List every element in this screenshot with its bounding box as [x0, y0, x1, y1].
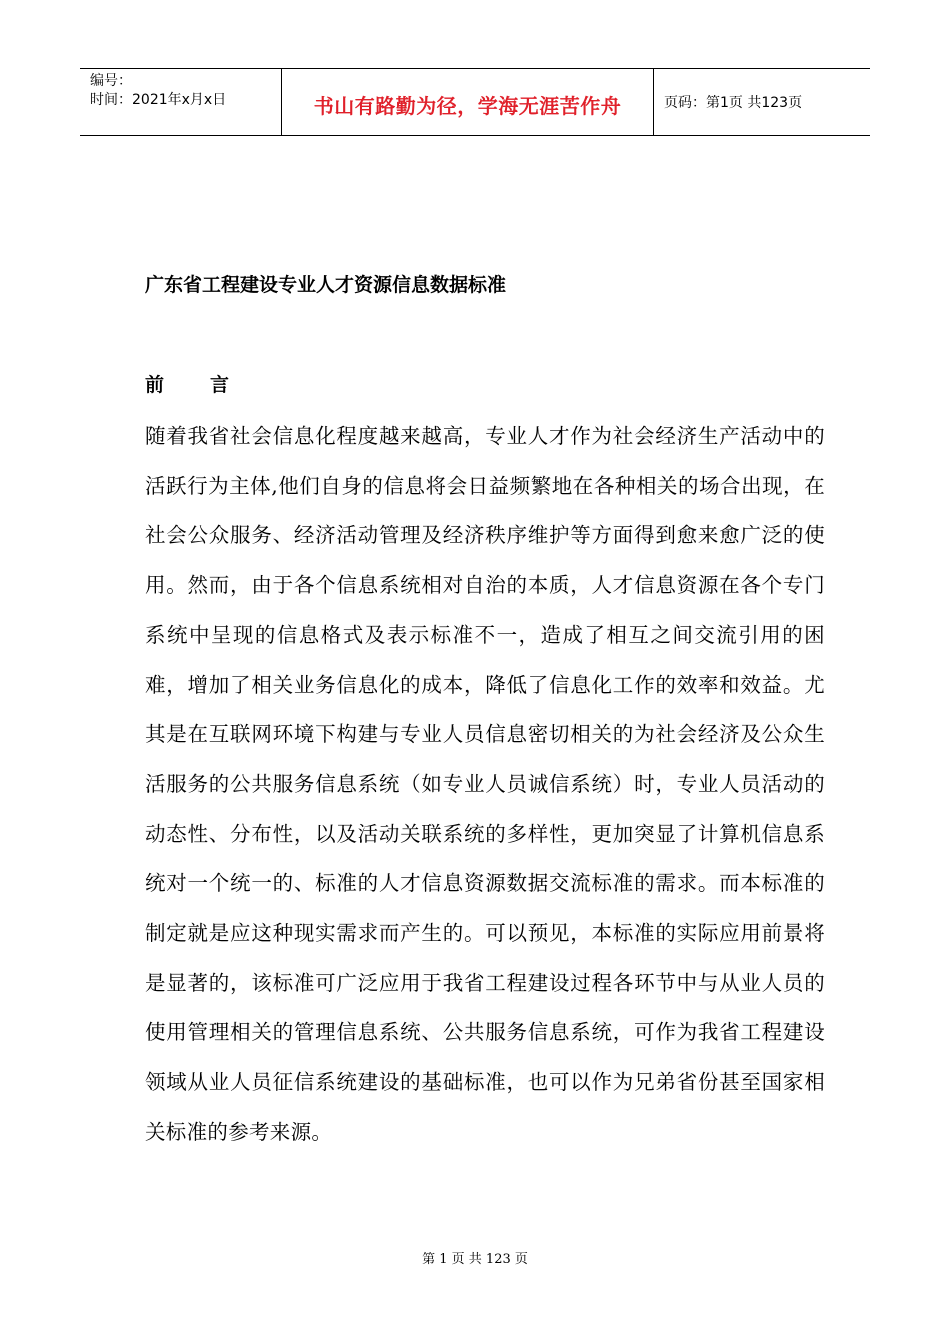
document-number-label: 编号：	[90, 73, 132, 89]
header-page-cell	[654, 69, 870, 135]
header-motto: 书山有路勤为径，学海无涯苦作舟	[313, 93, 622, 118]
page-header	[80, 68, 870, 136]
page-footer: 第 1 页 共 123 页	[422, 1252, 528, 1267]
header-meta-cell	[80, 69, 282, 135]
preface-paragraph: 随着我省社会信息化程度越来越高，专业人才作为社会经济生产活动中的活跃行为主体,他们自身的信息将会日益频繁地在各种相关的场合出现，在社会公众服务、经济活动管理及经济秩序维护等方面得到愈来愈广泛的使用。然而，由于各个信息系统相对自治的本质，人才信息资源在各个专门系统中呈现的信息格式及表示标准不一，造成了相互之间交流引用的困难，增加了相关业务信息化的成本，降低了信息化工作的效率和效益。尤其是在互联网环境下构建与专业人员信息密切相关的为社会经济及公众生活服务的公共服务信息系统（如专业人员诚信系统）时，专业人员活动的动态性、分布性，以及活动关联系统的多样性，更加突显了计算机信息系统对一个统一的、标准的人才信息资源数据交流标准的需求。而本标准的制定就是应这种现实需求而产生的。可以预见，本标准的实际应用前景将是显著的，该标准可广泛应用于我省工程建设过程各环节中与从业人员的使用管理相关的管理信息系统、公共服务信息系统，可作为我省工程建设领域从业人员征信系统建设的基础标准，也可以作为兄弟省份甚至国家相关标准的参考来源。	[145, 424, 825, 1144]
header-page-number: 页码：第1页 共123页	[664, 95, 803, 111]
document-time-label: 时间：2021年x月x日	[90, 92, 227, 108]
section-heading-preface: 前言	[145, 374, 276, 396]
header-motto-cell	[282, 69, 654, 135]
document-title: 广东省工程建设专业人才资源信息数据标准	[145, 274, 507, 296]
